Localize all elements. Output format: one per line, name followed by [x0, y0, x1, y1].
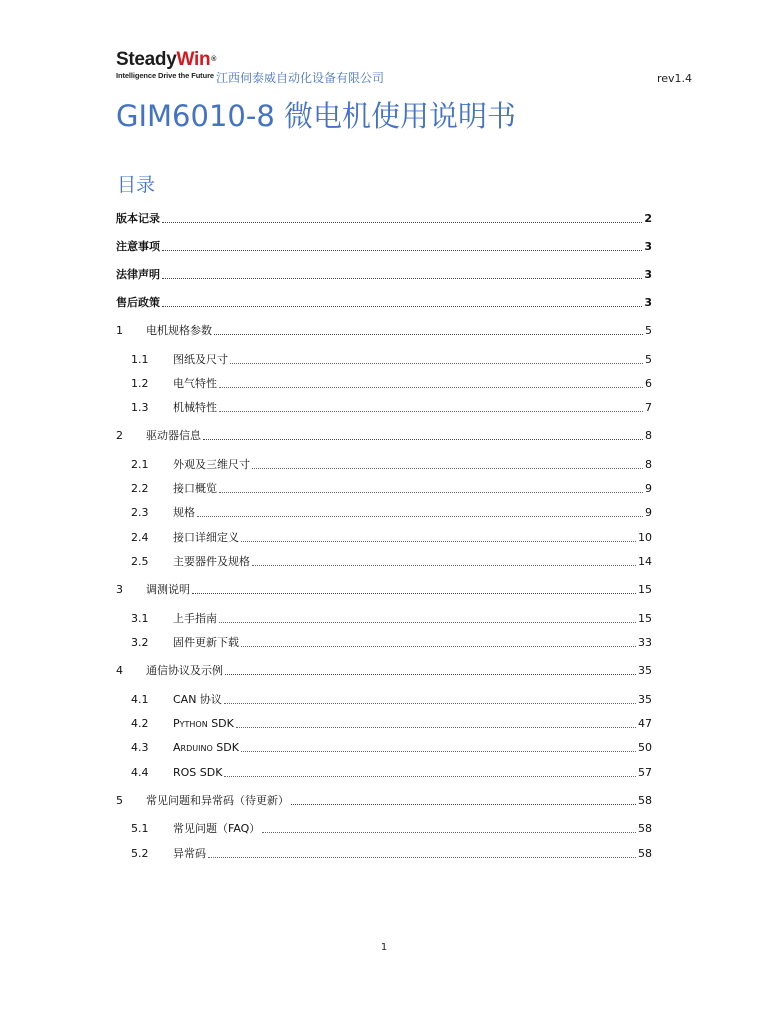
- toc-dot-leader: [230, 363, 643, 364]
- toc-entry-label: 注意事项: [116, 240, 160, 253]
- toc-dot-leader: [224, 703, 636, 704]
- document-title: GIM6010-8 微电机使用说明书: [116, 99, 516, 133]
- toc-dot-leader: [236, 727, 636, 728]
- toc-entry-label: 常见问题（FAQ）: [173, 822, 261, 835]
- toc-entry-page: 14: [638, 555, 652, 568]
- toc-entry-page: 57: [638, 766, 652, 779]
- toc-entry-number: 4: [116, 664, 123, 677]
- toc-entry-page: 8: [645, 429, 652, 442]
- toc-entry-label: CAN 协议: [173, 693, 222, 706]
- toc-dot-leader: [241, 541, 636, 542]
- toc-entry-number: 1: [116, 324, 123, 337]
- toc-dot-leader: [219, 622, 636, 623]
- toc-entry[interactable]: [116, 632, 652, 650]
- toc-entry-number: 5.2: [131, 847, 149, 860]
- logo-wordmark: SteadyWin®: [116, 49, 217, 70]
- toc-entry[interactable]: [116, 579, 652, 597]
- toc-entry-number: 2.4: [131, 531, 149, 544]
- toc-entry-page: 33: [638, 636, 652, 649]
- toc-entry[interactable]: [116, 236, 652, 254]
- toc-entry[interactable]: [116, 551, 652, 569]
- toc-entry[interactable]: [116, 527, 652, 545]
- toc-dot-leader: [208, 857, 636, 858]
- toc-dot-leader: [214, 334, 643, 335]
- toc-dot-leader: [162, 250, 642, 251]
- toc-entry-page: 3: [644, 296, 652, 309]
- toc-entry-page: 3: [644, 240, 652, 253]
- toc-dot-leader: [241, 646, 636, 647]
- toc-dot-leader: [192, 593, 636, 594]
- toc-entry-number: 3.2: [131, 636, 149, 649]
- toc-dot-leader: [262, 832, 636, 833]
- toc-entry-number: 2.2: [131, 482, 149, 495]
- toc-entry-label: 图纸及尺寸: [173, 353, 228, 366]
- toc-dot-leader: [219, 387, 643, 388]
- toc-entry[interactable]: [116, 502, 652, 520]
- toc-entry-number: 5: [116, 794, 123, 807]
- toc-dot-leader: [225, 674, 636, 675]
- toc-entry-number: 4.3: [131, 741, 149, 754]
- toc-entry-number: 5.1: [131, 822, 149, 835]
- toc-entry-label: ROS SDK: [173, 766, 223, 779]
- toc-entry-label: 规格: [173, 506, 195, 519]
- toc-entry-page: 9: [645, 506, 652, 519]
- toc-entry[interactable]: [116, 478, 652, 496]
- toc-entry-label: 法律声明: [116, 268, 160, 281]
- toc-entry[interactable]: [116, 818, 652, 836]
- toc-entry-label: 上手指南: [173, 612, 217, 625]
- toc-dot-leader: [203, 439, 643, 440]
- page-header: [116, 50, 692, 90]
- toc-entry-label: 异常码: [173, 847, 206, 860]
- revision-label: rev1.4: [656, 72, 692, 85]
- toc-entry-label: Arduino SDK: [173, 741, 239, 754]
- toc-entry-number: 4.2: [131, 717, 149, 730]
- toc-entry-page: 9: [645, 482, 652, 495]
- steadywin-logo: [116, 50, 216, 84]
- toc-entry-label: Python SDK: [173, 717, 234, 730]
- toc-entry-label: 接口概览: [173, 482, 217, 495]
- logo-tagline: Intelligence Drive the Future: [116, 71, 214, 80]
- toc-entry-label: 常见问题和异常码（待更新）: [146, 794, 289, 807]
- toc-entry-page: 58: [638, 847, 652, 860]
- toc-dot-leader: [197, 516, 643, 517]
- toc-entry-label: 固件更新下载: [173, 636, 239, 649]
- toc-entry[interactable]: [116, 843, 652, 861]
- toc-entry-label: 驱动器信息: [146, 429, 201, 442]
- toc-entry[interactable]: [116, 660, 652, 678]
- toc-entry[interactable]: [116, 454, 652, 472]
- toc-dot-leader: [162, 222, 642, 223]
- toc-dot-leader: [241, 751, 636, 752]
- page-number: 1: [380, 942, 388, 953]
- toc-entry-label: 电机规格参数: [146, 324, 212, 337]
- toc-entry-page: 47: [638, 717, 652, 730]
- toc-entry-page: 2: [644, 212, 652, 225]
- toc-entry-page: 5: [645, 353, 652, 366]
- toc-entry-label: 主要器件及规格: [173, 555, 250, 568]
- toc-entry[interactable]: [116, 608, 652, 626]
- company-name: 江西伺泰威自动化设备有限公司: [216, 71, 385, 85]
- toc-entry-number: 4.4: [131, 766, 149, 779]
- toc-entry-number: 1.3: [131, 401, 149, 414]
- toc-entry-label: 版本记录: [116, 212, 160, 225]
- toc-dot-leader: [224, 776, 636, 777]
- toc-entry-label: 售后政策: [116, 296, 160, 309]
- toc-heading: 目录: [117, 174, 156, 196]
- toc-dot-leader: [162, 306, 642, 307]
- toc-entry-page: 7: [645, 401, 652, 414]
- toc-entry[interactable]: [116, 425, 652, 443]
- toc-entry[interactable]: [116, 689, 652, 707]
- toc-entry-page: 15: [638, 612, 652, 625]
- toc-entry-number: 2.1: [131, 458, 149, 471]
- toc-entry-number: 2.3: [131, 506, 149, 519]
- toc-entry-page: 3: [644, 268, 652, 281]
- toc-entry-page: 58: [638, 822, 652, 835]
- toc-entry[interactable]: [116, 762, 652, 780]
- toc-entry[interactable]: [116, 264, 652, 282]
- toc-entry[interactable]: [116, 397, 652, 415]
- toc-entry[interactable]: [116, 292, 652, 310]
- toc-dot-leader: [219, 492, 643, 493]
- toc-entry-number: 1.2: [131, 377, 149, 390]
- toc-entry[interactable]: [116, 737, 652, 755]
- toc-entry-label: 接口详细定义: [173, 531, 239, 544]
- toc-dot-leader: [162, 278, 642, 279]
- toc-entry-label: 外观及三维尺寸: [173, 458, 250, 471]
- toc-entry-label: 通信协议及示例: [146, 664, 223, 677]
- toc-entry[interactable]: [116, 373, 652, 391]
- toc-entry-page: 6: [645, 377, 652, 390]
- toc-entry-label: 机械特性: [173, 401, 217, 414]
- toc-dot-leader: [219, 411, 643, 412]
- toc-entry[interactable]: [116, 320, 652, 338]
- toc-entry[interactable]: [116, 349, 652, 367]
- toc-entry-page: 15: [638, 583, 652, 596]
- toc-dot-leader: [291, 804, 636, 805]
- toc-entry-number: 3: [116, 583, 123, 596]
- toc-entry-number: 2: [116, 429, 123, 442]
- toc-entry-page: 58: [638, 794, 652, 807]
- toc-entry-number: 4.1: [131, 693, 149, 706]
- toc-entry-number: 2.5: [131, 555, 149, 568]
- toc-dot-leader: [252, 468, 643, 469]
- toc-entry-page: 50: [638, 741, 652, 754]
- toc-entry-page: 35: [638, 664, 652, 677]
- toc-entry-number: 1.1: [131, 353, 149, 366]
- toc-entry-number: 3.1: [131, 612, 149, 625]
- toc-entry-label: 电气特性: [173, 377, 217, 390]
- toc-entry-page: 8: [645, 458, 652, 471]
- toc-entry[interactable]: [116, 208, 652, 226]
- toc-entry[interactable]: [116, 713, 652, 731]
- toc-entry[interactable]: [116, 790, 652, 808]
- toc-dot-leader: [252, 565, 636, 566]
- toc-entry-page: 35: [638, 693, 652, 706]
- toc-entry-label: 调测说明: [146, 583, 190, 596]
- toc-entry-page: 5: [645, 324, 652, 337]
- toc-entry-page: 10: [638, 531, 652, 544]
